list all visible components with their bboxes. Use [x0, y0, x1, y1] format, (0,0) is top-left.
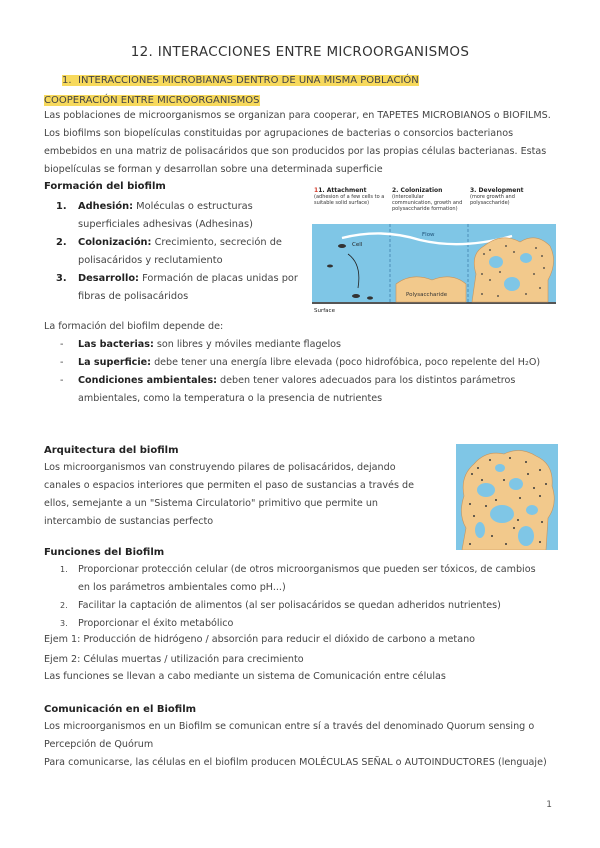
item-number: 1.: [60, 565, 68, 574]
formacion-list: [44, 198, 304, 306]
list-item: - La superficie: debe tener una energía libre elevada (poco hidrofóbica, poco repelente del H₂O): [60, 357, 541, 368]
list-item: [44, 198, 304, 234]
funciones-closing: Las funciones se llevan a cabo mediante un sistema de Comunicación entre células: [44, 671, 446, 682]
item-number: 2.: [56, 237, 67, 248]
channel: [475, 522, 485, 538]
stage2-desc: (intercellular communication, growth and polysaccharide formation): [392, 194, 463, 212]
cell: [352, 294, 360, 298]
biofilm-architecture-figure: [456, 444, 558, 550]
item-number: 2.: [60, 601, 68, 610]
item-text: Facilitar la captación de alimentos (al ser polisacáridos se quedan adheridos nutrientes): [78, 600, 501, 611]
channel: [495, 464, 505, 472]
channel: [509, 478, 523, 490]
stage3-title: 3. Development: [470, 187, 524, 194]
ejemplo-1: Ejem 1: Producción de hidrógeno / absorción para reducir el dióxido de carbono a metano: [44, 634, 476, 645]
stage2-title: 2. Colonization: [392, 187, 443, 194]
item-term: Adhesión:: [78, 201, 134, 212]
depende-list: [60, 336, 550, 408]
item-term: Las bacterias:: [78, 339, 154, 350]
list-item: - Las bacterias: son libres y móviles mediante flagelos: [60, 339, 341, 350]
label-surface: Surface: [314, 308, 335, 314]
cell: [327, 265, 333, 268]
list-item: [44, 234, 304, 270]
polysaccharide-matrix: [396, 277, 466, 302]
biofilm-formation-figure: [312, 184, 556, 314]
intro-paragraph: Las poblaciones de microorganismos se organizan para cooperar, en TAPETES MICROBIANOS o BIOFILMS. Los biofilms son biopelículas constituidas por agrupaciones de bacterias o consorcios bacterianos embebidos en una matriz de polisacáridos que son producidos por las propias células bacterianas. Estas biopelículas se forman y desarrollan sobre una determinada superficie: [44, 110, 551, 175]
arquitectura-heading: Arquitectura del biofilm: [44, 445, 179, 456]
channel: [504, 277, 520, 291]
item-number: 3.: [60, 619, 68, 628]
item-number: 3.: [56, 273, 67, 284]
label-flow: Flow: [422, 232, 435, 238]
depende-intro: La formación del biofilm depende de:: [44, 321, 224, 332]
channel: [520, 253, 532, 263]
cell: [338, 244, 346, 248]
formacion-heading: Formación del biofilm: [44, 181, 166, 192]
item-term: La superficie:: [78, 357, 152, 368]
mature-biofilm: [472, 238, 554, 302]
list-item: [60, 597, 550, 615]
section-label: INTERACCIONES MICROBIANAS DENTRO DE UNA MISMA POBLACIÓN: [78, 75, 419, 86]
item-text: Moléculas o estructuras superficiales adhesivas (Adhesinas): [78, 201, 253, 230]
item-term: Colonización:: [78, 237, 152, 248]
stage1-desc: (adhesion of a few cells to a suitable solid surface): [314, 194, 385, 206]
channel: [490, 505, 514, 523]
section-heading-2: [44, 95, 260, 106]
funciones-heading: Funciones del Biofilm: [44, 547, 165, 558]
channel: [477, 483, 495, 497]
comunicacion-p1: Los microorganismos en un Biofilm se comunican entre sí a través del denominado Quorum sensing o Percepción de Quórum: [44, 721, 535, 750]
arquitectura-paragraph: Los microorganismos van construyendo pilares de polisacáridos, dejando canales o espacios interiores que permiten el paso de sustancias a través de ellos, semejante a un "Sistema Circulatorio" primitivo que permite un intercambio de sustancias perfecto: [44, 462, 414, 527]
channel: [489, 256, 503, 268]
item-text: Proporcionar protección celular (de otros microorganismos que pueden ser tóxicos, de cambios en los parámetros ambientales como pH...): [78, 564, 536, 593]
stage3-desc: (more growth and polysaccharide): [470, 194, 515, 206]
section-number: 1.: [62, 75, 72, 86]
item-number: 1.: [56, 201, 67, 212]
item-term: Condiciones ambientales:: [78, 375, 217, 386]
biofilm-pillar: [461, 450, 554, 550]
comunicacion-heading: Comunicación en el Biofilm: [44, 704, 197, 715]
label-cell: Cell: [352, 242, 363, 248]
subsection-label: COOPERACIÓN ENTRE MICROORGANISMOS: [44, 95, 260, 106]
ejemplo-2: Ejem 2: Células muertas / utilización para crecimiento: [44, 654, 304, 665]
stage1-title: 1. Attachment: [318, 187, 367, 194]
item-text: Proporcionar el éxito metabólico: [78, 618, 234, 629]
channel: [526, 505, 538, 515]
item-text: debe tener una energía libre elevada (poco hidrofóbica, poco repelente del H₂O): [151, 357, 541, 368]
section-heading-1: [62, 75, 419, 86]
channel: [518, 526, 534, 546]
label-polysaccharide: Polysaccharide: [406, 292, 448, 298]
item-text: Crecimiento, secreción de polisacáridos y reclutamiento: [78, 237, 282, 266]
item-text: son libres y móviles mediante flagelos: [153, 339, 341, 350]
item-term: Desarrollo:: [78, 273, 139, 284]
list-item: [44, 270, 304, 306]
comunicacion-p2: Para comunicarse, las células en el biofilm producen MOLÉCULAS SEÑAL o AUTOINDUCTORES (lenguaje): [44, 757, 547, 768]
list-item: - Condiciones ambientales: deben tener valores adecuados para los distintos parámetros ambientales, como la temperatura o la presencia de nutrientes: [60, 375, 516, 404]
funciones-list: [60, 561, 550, 633]
item-text: Formación de placas unidas por fibras de polisacáridos: [78, 273, 298, 302]
cell: [367, 296, 373, 299]
list-item: [60, 561, 550, 597]
svg-text:11. Attachment: 11. Attachment: [314, 187, 367, 194]
page-title: 12. INTERACCIONES ENTRE MICROORGANISMOS: [130, 44, 470, 60]
page-number: 1: [546, 800, 552, 810]
item-text: deben tener valores adecuados para los distintos parámetros ambientales, como la temperatura o la presencia de nutrientes: [78, 375, 516, 404]
